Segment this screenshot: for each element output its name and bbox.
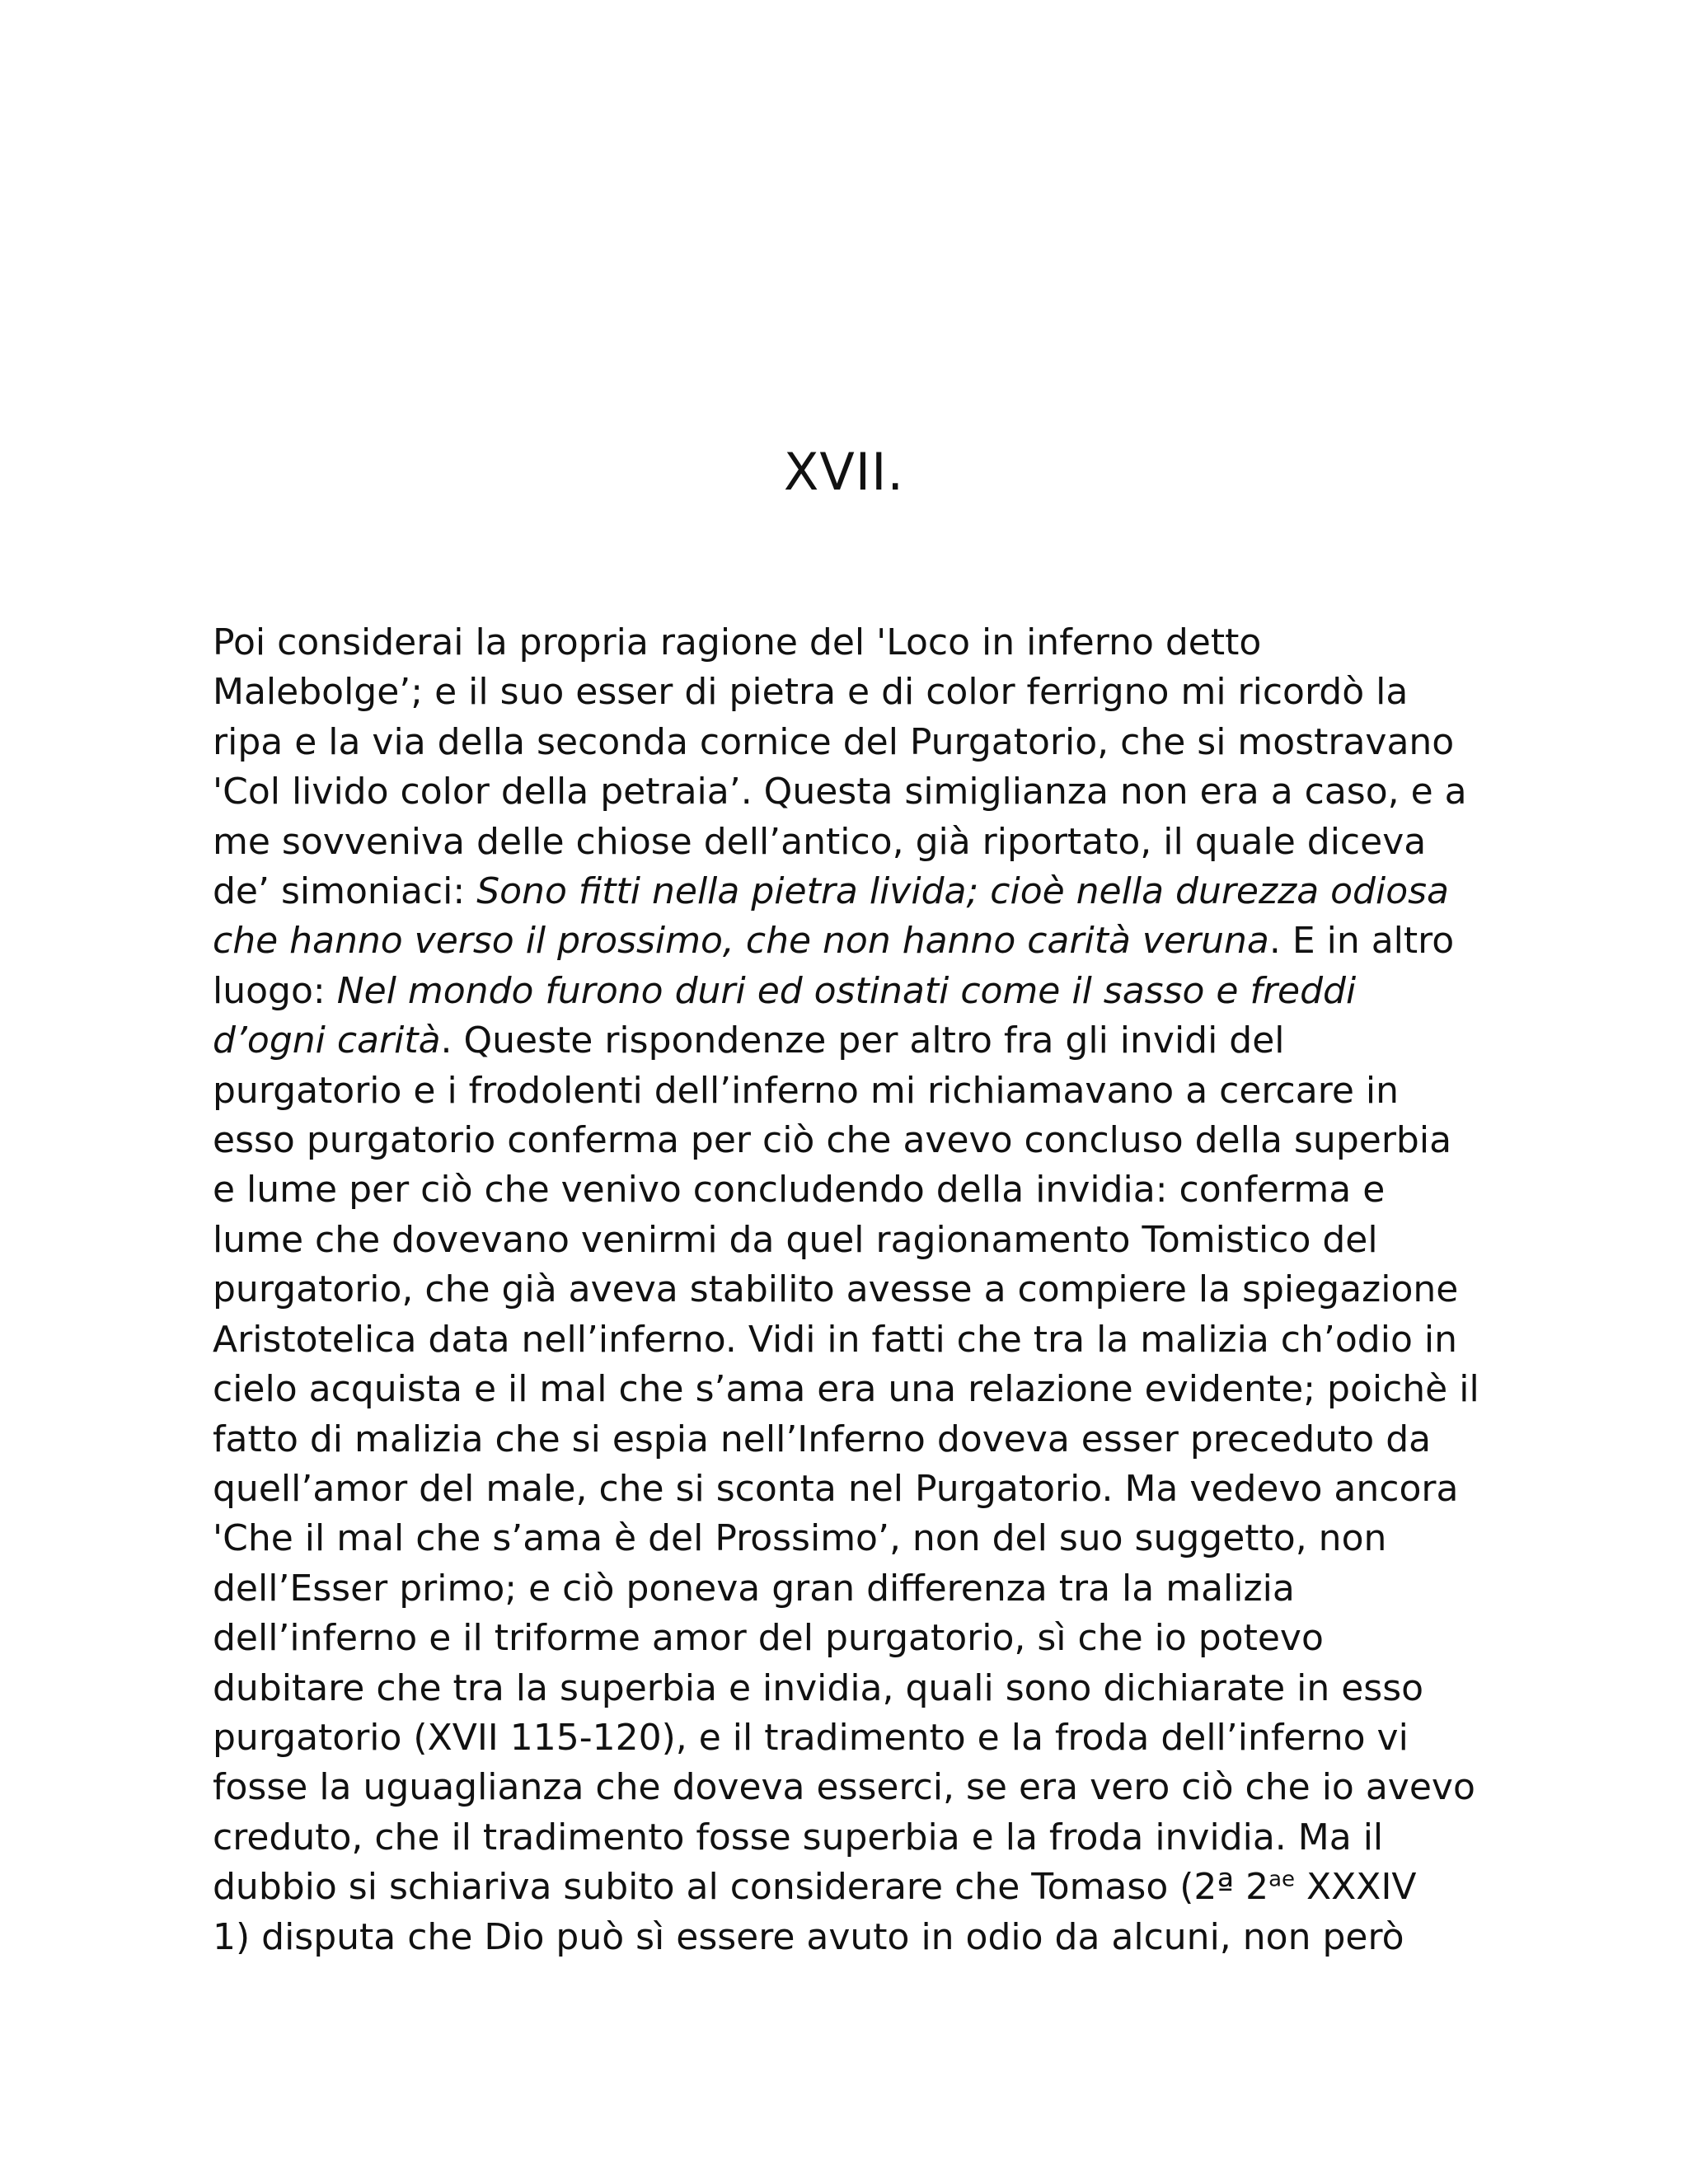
- text-line: [213, 1664, 1498, 1713]
- line-text: Aristotelica data nell’inferno. Vidi in fatti che tra la malizia ch’odio in: [213, 1318, 1457, 1361]
- line-text: . E in altro: [1268, 920, 1455, 963]
- text-line: [213, 1465, 1498, 1514]
- text-line: [213, 1564, 1498, 1614]
- italic-quote: Nel mondo furono duri ed ostinati come il sasso e freddi: [336, 969, 1357, 1012]
- line-text: purgatorio (XVII 115-120), e il tradimento e la froda dell’inferno vi: [213, 1716, 1409, 1759]
- text-line: [213, 1265, 1498, 1315]
- line-text: quell’amor del male, che si sconta nel Purgatorio. Ma vedevo ancora: [213, 1467, 1459, 1510]
- line-text: dell’Esser primo; e ciò poneva gran differenza tra la malizia: [213, 1567, 1295, 1610]
- text-line: [213, 618, 1498, 668]
- line-text: e lume per ciò che venivo concludendo della invidia: conferma e: [213, 1169, 1386, 1212]
- line-text: luogo:: [213, 969, 337, 1012]
- line-text: . Queste rispondenze per altro fra gli invidi del: [440, 1019, 1285, 1062]
- text-line: [213, 867, 1498, 916]
- text-line: [213, 1315, 1498, 1365]
- text-line: [213, 1116, 1498, 1165]
- text-line: [213, 1763, 1498, 1812]
- line-text: fatto di malizia che si espia nell’Inferno doveva esser preceduto da: [213, 1418, 1432, 1460]
- italic-quote: che hanno verso il prossimo, che non hanno carità veruna: [213, 920, 1269, 963]
- chapter-heading: XVII.: [783, 442, 905, 502]
- line-text: purgatorio e i frodolenti dell’inferno mi richiamavano a cercare in: [213, 1069, 1399, 1112]
- text-line: [213, 1813, 1498, 1863]
- line-text: de’ simoniaci:: [213, 870, 477, 913]
- text-line: [213, 967, 1498, 1016]
- text-line: [213, 1066, 1498, 1116]
- line-text: fosse la uguaglianza che doveva esserci, se era vero ciò che io avevo: [213, 1766, 1475, 1809]
- line-text: dubbio si schiariva subito al considerare che Tomaso (2ª 2: [213, 1866, 1269, 1909]
- text-line: [213, 1514, 1498, 1563]
- line-text: dell’inferno e il triforme amor del purgatorio, sì che io potevo: [213, 1617, 1324, 1660]
- text-line: [213, 1863, 1498, 1912]
- text-line: [213, 1913, 1498, 1962]
- line-text: me sovveniva delle chiose dell’antico, già riportato, il quale diceva: [213, 820, 1427, 863]
- line-text: purgatorio, che già aveva stabilito avesse a compiere la spiegazione: [213, 1268, 1459, 1311]
- text-line: [213, 718, 1498, 767]
- text-line: [213, 1165, 1498, 1215]
- italic-quote: d’ogni carità: [213, 1019, 441, 1062]
- line-text: ripa e la via della seconda cornice del Purgatorio, che si mostravano: [213, 720, 1455, 763]
- line-text: dubitare che tra la superbia e invidia, quali sono dichiarate in esso: [213, 1666, 1424, 1709]
- text-line: [213, 1415, 1498, 1465]
- text-line: [213, 916, 1498, 966]
- line-text: Malebolge’; e il suo esser di pietra e di color ferrigno mi ricordò la: [213, 671, 1409, 714]
- text-line: [213, 668, 1498, 717]
- body-paragraph: [213, 618, 1498, 1962]
- line-text: 'Col livido color della petraia’. Questa simiglianza non era a caso, e a: [213, 771, 1467, 813]
- line-text: XXXIV: [1295, 1866, 1417, 1909]
- line-text: Poi considerai la propria ragione del 'Loco in inferno detto: [213, 621, 1262, 663]
- text-line: [213, 767, 1498, 817]
- line-text: creduto, che il tradimento fosse superbia e la froda invidia. Ma il: [213, 1816, 1384, 1858]
- line-text: lume che dovevano venirmi da quel ragionamento Tomistico del: [213, 1218, 1378, 1261]
- line-text: cielo acquista e il mal che s’ama era una relazione evidente; poichè il: [213, 1368, 1479, 1411]
- text-line: [213, 1216, 1498, 1265]
- italic-quote: Sono fitti nella pietra livida; cioè nella durezza odiosa: [476, 870, 1450, 913]
- text-line: [213, 1365, 1498, 1414]
- line-text: 1) disputa che Dio può sì essere avuto in odio da alcuni, non però: [213, 1915, 1404, 1958]
- text-line: [213, 818, 1498, 867]
- text-line: [213, 1016, 1498, 1066]
- superscript: ae: [1268, 1867, 1296, 1892]
- line-text: esso purgatorio conferma per ciò che avevo concluso della superbia: [213, 1119, 1452, 1162]
- text-line: [213, 1713, 1498, 1763]
- text-line: [213, 1614, 1498, 1663]
- line-text: 'Che il mal che s’ama è del Prossimo’, non del suo suggetto, non: [213, 1517, 1387, 1560]
